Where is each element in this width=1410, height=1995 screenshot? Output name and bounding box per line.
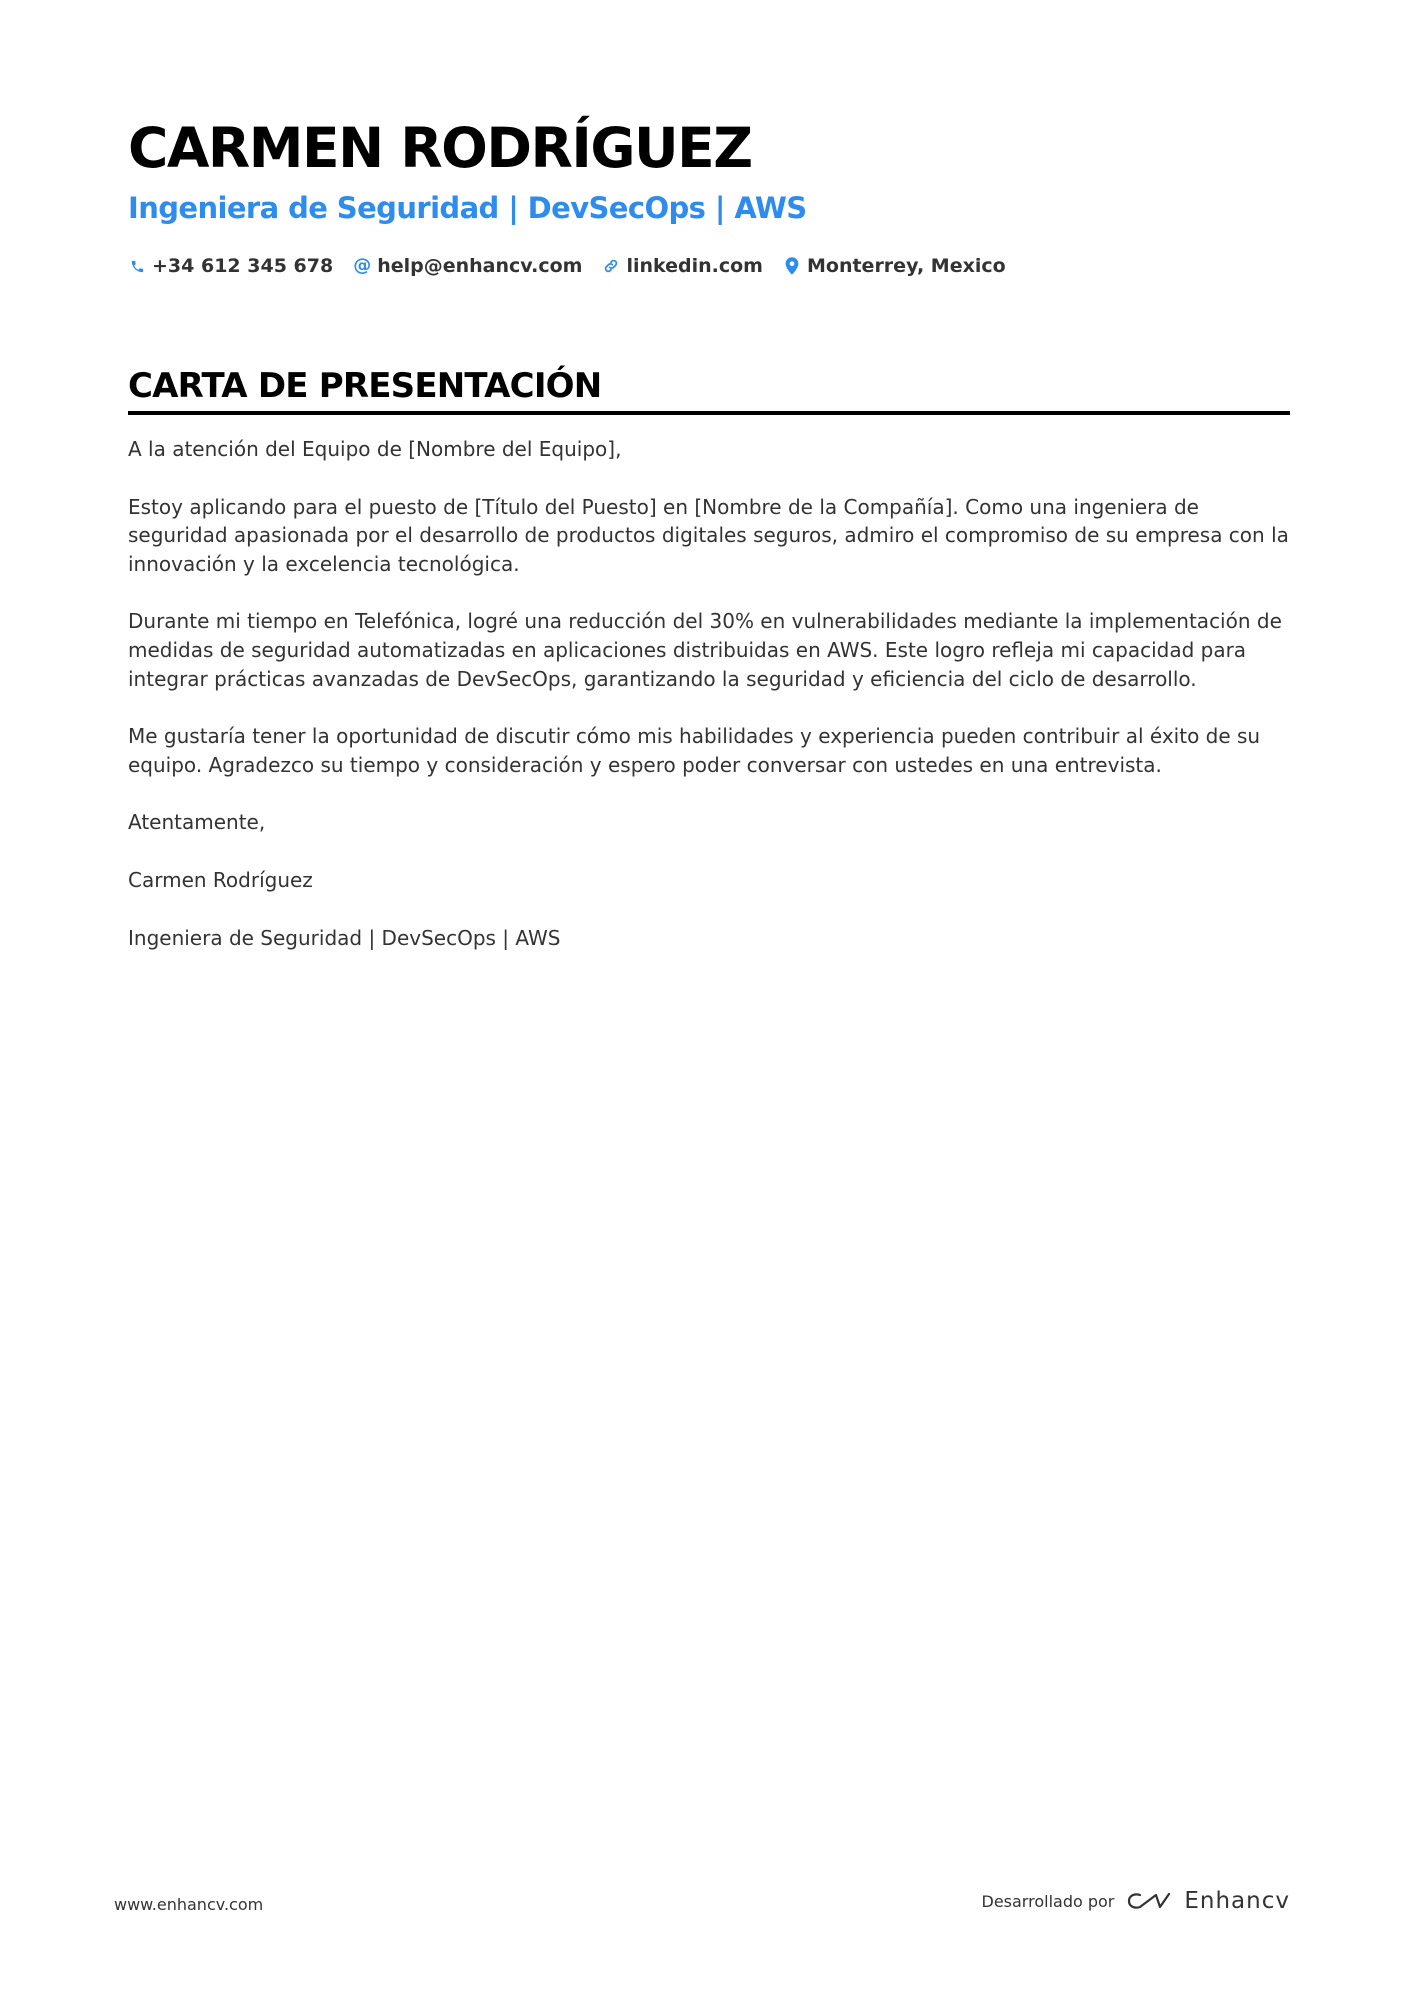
section-title: CARTA DE PRESENTACIÓN: [128, 365, 1290, 415]
phone-text: +34 612 345 678: [152, 255, 334, 277]
email-text: help@enhancv.com: [377, 255, 583, 277]
contact-bar: [128, 250, 1290, 282]
letter-closing: Atentamente,: [128, 810, 266, 835]
brand-name: Enhancv: [1184, 1888, 1290, 1914]
phone-icon: [128, 256, 146, 276]
link-icon: [602, 256, 620, 276]
contact-link[interactable]: [602, 255, 763, 277]
signature-title: Ingeniera de Seguridad | DevSecOps | AWS: [128, 925, 561, 950]
letter-greeting: A la atención del Equipo de [Nombre del Equipo],: [128, 437, 622, 461]
candidate-name: CARMEN RODRÍGUEZ: [128, 116, 752, 180]
at-icon: @: [353, 255, 372, 276]
letter-paragraph: Estoy aplicando para el puesto de [Título del Puesto] en [Nombre de la Compañía]. Como una ingeniera de seguridad apasionada por el desarrollo de productos digitales seguros, admiro el compromiso de su empresa con la innovación y la excelencia tecnológica.: [128, 494, 1289, 576]
location-pin-icon: [783, 256, 801, 276]
resume-header: [128, 110, 1290, 282]
contact-location: [783, 255, 1006, 277]
signature-name: Carmen Rodríguez: [128, 867, 313, 892]
letter-paragraph: Durante mi tiempo en Telefónica, logré una reducción del 30% en vulnerabilidades mediante la implementación de medidas de seguridad automatizadas en aplicaciones distribuidas en AWS. Este logro refleja mi capacidad para integrar prácticas avanzadas de DevSecOps, garantizando la seguridad y eficiencia del ciclo de desarrollo.: [128, 609, 1282, 691]
letter-body: [128, 435, 1290, 952]
contact-phone[interactable]: [128, 255, 333, 277]
enhancv-logo-icon: [1126, 1889, 1172, 1913]
footer-website[interactable]: www.enhancv.com: [114, 1895, 264, 1914]
letter-paragraph: Me gustaría tener la oportunidad de discutir cómo mis habilidades y experiencia pueden contribuir al éxito de su equipo. Agradezco su tiempo y consideración y espero poder conversar con ustedes en una entrevista.: [128, 724, 1261, 777]
candidate-title: Ingeniera de Seguridad | DevSecOps | AWS: [128, 191, 807, 225]
location-text: Monterrey, Mexico: [806, 255, 1006, 277]
link-text: linkedin.com: [626, 255, 763, 277]
cover-letter-section: [128, 365, 1290, 981]
powered-by-label: Desarrollado por: [981, 1891, 1115, 1911]
footer-branding[interactable]: [982, 1888, 1291, 1914]
contact-email[interactable]: [353, 255, 582, 277]
